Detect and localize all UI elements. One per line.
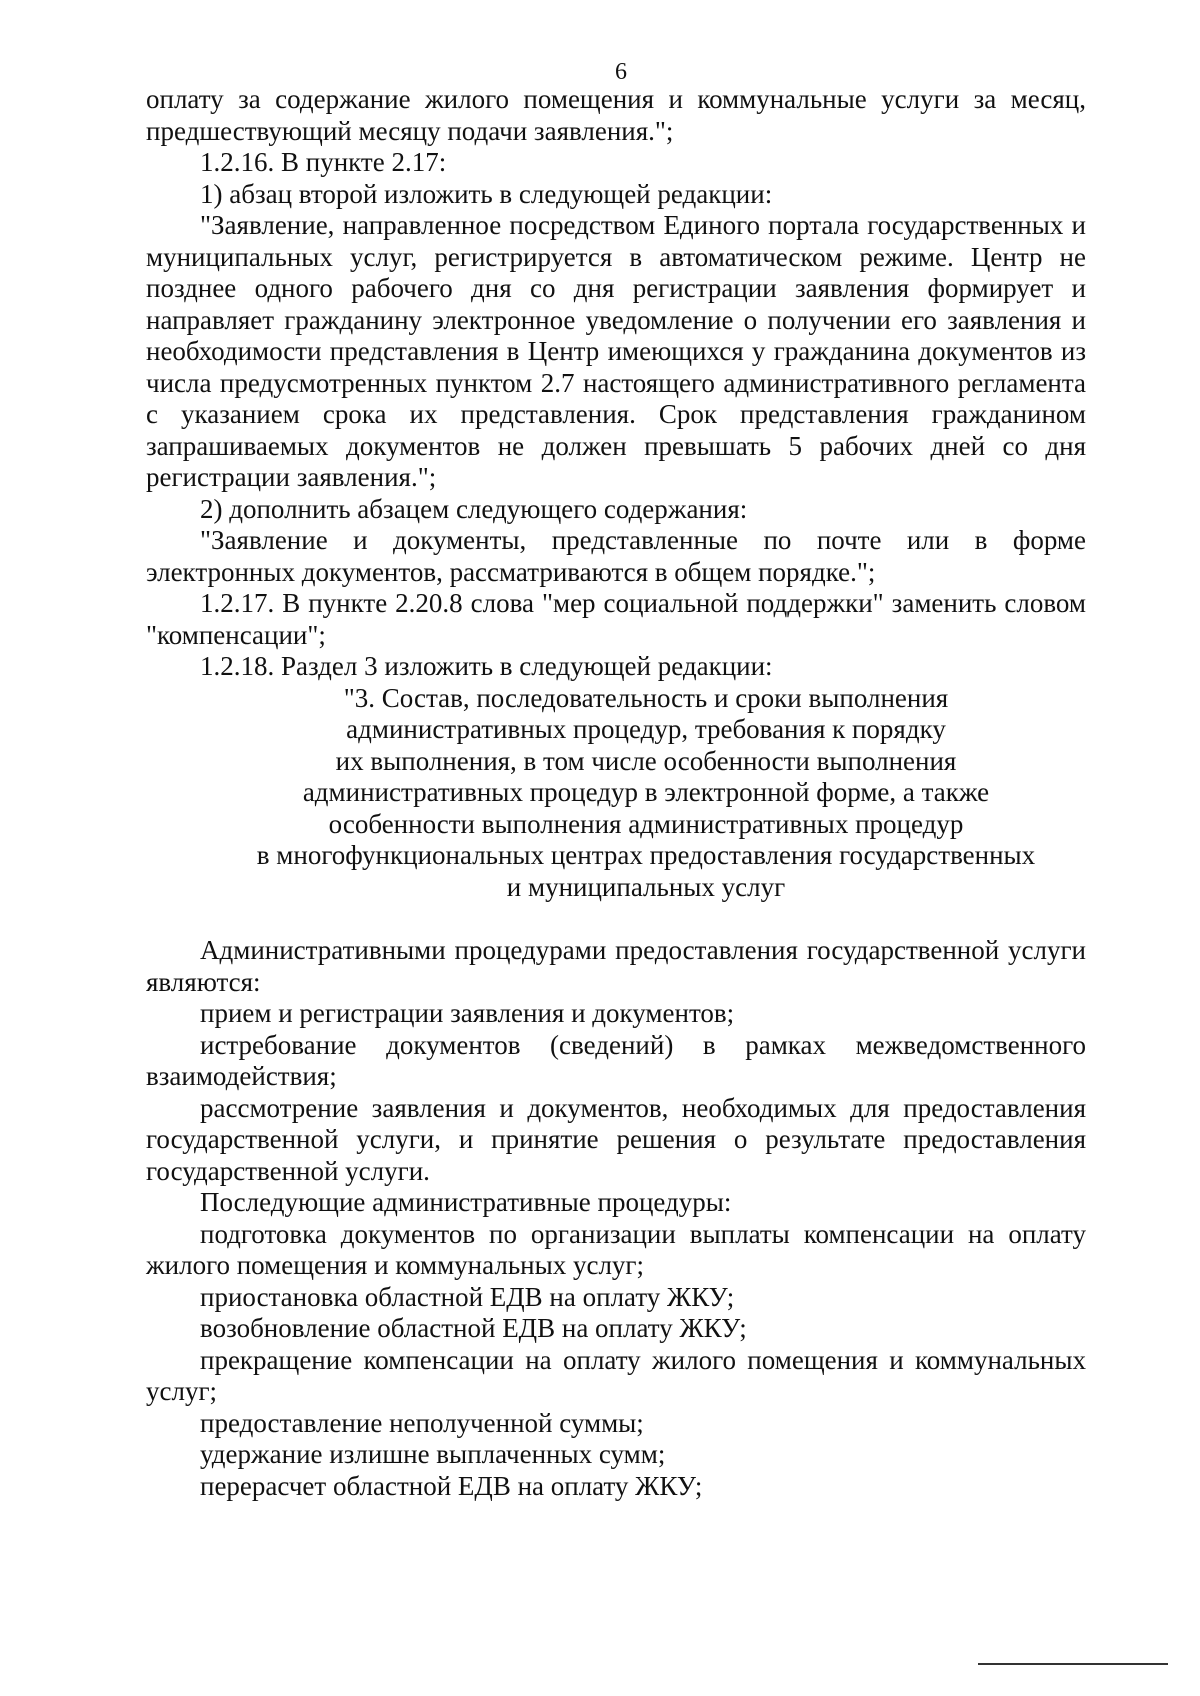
paragraph: удержание излишне выплаченных сумм;	[200, 1439, 666, 1469]
paragraph: рассмотрение заявления и документов, необходимых для предоставления государственной услуги, и принятие решения о результате предоставления государственной услуги.	[146, 1092, 1086, 1186]
paragraph: прием и регистрации заявления и документов;	[200, 998, 735, 1028]
heading-line: "3. Состав, последовательность и сроки выполнения	[343, 682, 949, 713]
heading-line: административных процедур в электронной форме, а также	[302, 777, 990, 807]
document-body	[146, 84, 1086, 1502]
paragraph: 1.2.18. Раздел 3 изложить в следующей редакции:	[200, 651, 773, 681]
paragraph: приостановка областной ЕДВ на оплату ЖКУ;	[200, 1281, 735, 1312]
heading-line: и муниципальных услуг	[506, 871, 786, 902]
paragraph: прекращение компенсации на оплату жилого помещения и коммунальных услуг;	[146, 1344, 1086, 1406]
paragraph: Последующие административные процедуры:	[200, 1187, 732, 1217]
heading-line: в многофункциональных центрах предоставления государственных	[256, 840, 1036, 870]
paragraph: истребование документов (сведений) в рамках межведомственного взаимодействия;	[146, 1029, 1086, 1091]
paragraph: "Заявление и документы, представленные по почте или в форме электронных документов, рассматриваются в общем порядке.";	[146, 525, 1086, 587]
paragraph: предоставление неполученной суммы;	[200, 1407, 644, 1438]
paragraph: 1) абзац второй изложить в следующей редакции:	[200, 178, 773, 209]
paragraph: оплату за содержание жилого помещения и коммунальные услуги за месяц, предшествующий месяцу подачи заявления.";	[146, 84, 1086, 146]
paragraph: перерасчет областной ЕДВ на оплату ЖКУ;	[200, 1470, 703, 1501]
paragraph: "Заявление, направленное посредством Единого портала государственных и муниципальных услуг, регистрируется в автоматическом режиме. Центр не позднее одного рабочего дня со дня регистрации заявления формирует и направляет гражданину электронное уведомление о получении его заявления и необходимости представления в Центр имеющихся у гражданина документов из числа предусмотренных пунктом 2.7 настоящего административного регламента с указанием срока их представления. Срок представления гражданином запрашиваемых документов не должен превышать 5 рабочих дней со дня регистрации заявления.";	[146, 210, 1086, 492]
heading-line: их выполнения, в том числе особенности выполнения	[335, 745, 957, 776]
paragraph: подготовка документов по организации выплаты компенсации на оплату жилого помещения и коммунальных услуг;	[146, 1218, 1086, 1280]
spacer	[146, 903, 1086, 935]
page-number: 6	[615, 59, 627, 85]
section-heading	[146, 683, 1086, 904]
paragraph: Административными процедурами предоставления государственной услуги являются:	[146, 935, 1086, 997]
heading-line: административных процедур, требования к порядку	[346, 714, 946, 744]
paragraph: 1.2.16. В пункте 2.17:	[200, 147, 447, 177]
heading-line: особенности выполнения административных процедур	[328, 808, 964, 839]
paragraph: 2) дополнить абзацем следующего содержания:	[200, 493, 748, 524]
paragraph: 1.2.17. В пункте 2.20.8 слова "мер социальной поддержки" заменить словом "компенсации";	[146, 588, 1086, 650]
paragraph: возобновление областной ЕДВ на оплату ЖКУ;	[200, 1313, 747, 1343]
footer-rule	[978, 1663, 1168, 1665]
